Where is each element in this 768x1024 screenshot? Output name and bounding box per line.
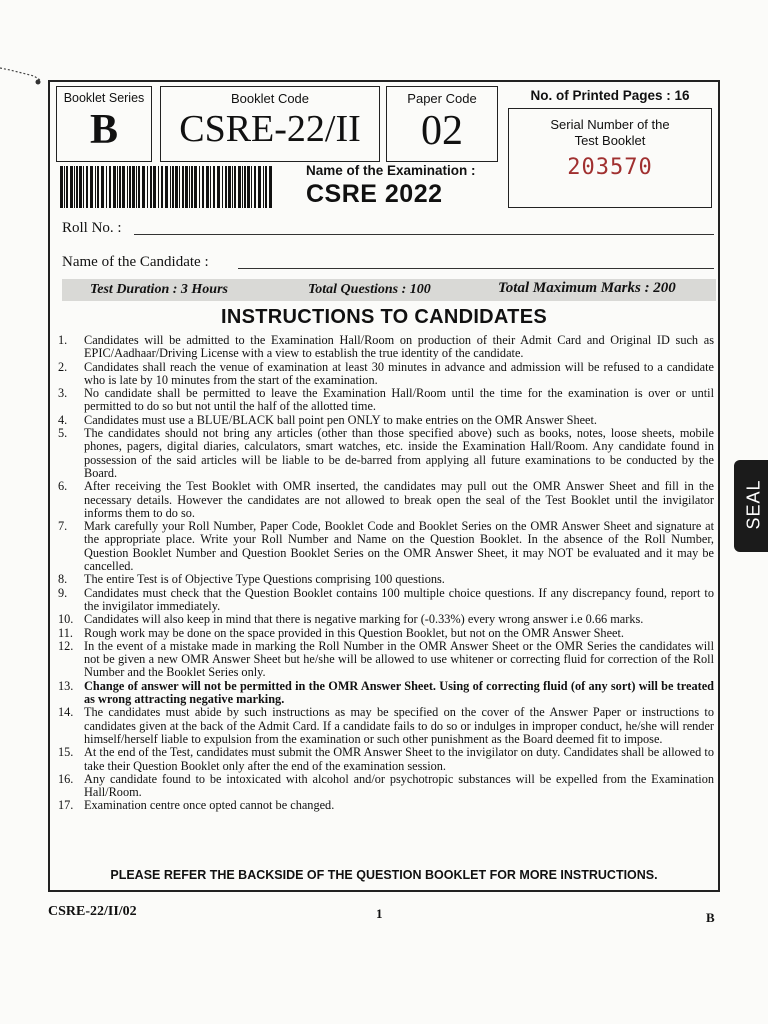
roll-no-field[interactable]	[134, 234, 714, 235]
booklet-code-label: Booklet Code	[230, 91, 310, 106]
serial-number-value: 203570	[567, 155, 653, 180]
booklet-series-label: Booklet Series	[63, 91, 145, 105]
instruction-item: 11. Rough work may be done on the space provided in this Question Booklet, but not on the OMR Answer Sheet.	[58, 625, 624, 640]
candidate-name-label: Name of the Candidate :	[62, 254, 209, 270]
roll-no-label: Roll No. :	[62, 220, 122, 236]
serial-number-box	[508, 108, 712, 208]
paper-code-box	[386, 86, 498, 162]
instruction-item: 8. The entire Test is of Objective Type Questions comprising 100 questions.	[58, 572, 445, 587]
seal-tab	[734, 460, 768, 552]
page-number: 1	[376, 906, 383, 921]
instruction-item: 6. After receiving the Test Booklet with OMR inserted, the candidates may pull out the OMR Answer Sheet and fill in the necessary details. However the candidates are not allowed to break open the seal of the Test Booklet until the invigilator informs them to do so.	[58, 479, 714, 520]
instruction-item: 1. Candidates will be admitted to the Examination Hall/Room on production of their Admit Card and Original ID such as EPIC/Aadhaar/Driving License with a view to establish the true identity of the candidate.	[58, 333, 714, 361]
instruction-item: 9. Candidates must check that the Question Booklet contains 100 multiple choice questions. If any discrepancy found, report to the invigilator immediately.	[58, 585, 714, 613]
staple-mark	[0, 62, 44, 86]
serial-number-label: Serial Number of the Test Booklet	[550, 117, 670, 148]
instruction-item: 13. Change of answer will not be permitted in the OMR Answer Sheet. Using of correcting fluid (of any sort) will be treated as wrong attracting negative marking.	[58, 678, 714, 707]
test-stats-bar	[62, 279, 716, 301]
seal-label: SEAL	[743, 479, 764, 530]
exam-name: CSRE 2022	[306, 180, 443, 208]
booklet-code-box	[160, 86, 380, 162]
instructions-title: INSTRUCTIONS TO CANDIDATES	[221, 306, 547, 328]
booklet-series-box	[56, 86, 152, 162]
instruction-item: 3. No candidate shall be permitted to leave the Examination Hall/Room until the time for the examination is over or until permitted to do so but not until the half of the allotted time.	[58, 386, 714, 414]
paper-code-label: Paper Code	[407, 91, 477, 106]
printed-pages: No. of Printed Pages : 16	[530, 88, 690, 103]
instruction-item: 16. Any candidate found to be intoxicated with alcohol and/or psychotropic substances will be expelled from the Examination Hall/Room.	[58, 771, 714, 800]
barcode	[60, 166, 274, 208]
booklet-series-value: B	[89, 107, 118, 153]
exam-name-label: Name of the Examination :	[306, 163, 476, 178]
instruction-item: 12. In the event of a mistake made in marking the Roll Number in the OMR Answer Sheet or the OMR Series the candidates will not be given a new OMR Answer Sheet but he/she will be allowed to use whitener or correcting fluid for correction of the Roll Number and the Booklet Series only.	[58, 638, 714, 680]
instruction-item: 10. Candidates will also keep in mind that there is negative marking for (-0.33%) every wrong answer i.e 0.66 marks.	[58, 612, 644, 627]
backside-note: PLEASE REFER THE BACKSIDE OF THE QUESTION BOOKLET FOR MORE INSTRUCTIONS.	[110, 868, 658, 882]
instruction-item: 4. Candidates must use a BLUE/BLACK ball point pen ONLY to make entries on the OMR Answer Sheet.	[58, 412, 597, 427]
instruction-item: 15. At the end of the Test, candidates must submit the OMR Answer Sheet to the invigilator on duty. Candidates shall be allowed to take their Question Booklet only after the end of the examination session.	[58, 745, 714, 773]
total-marks: Total Maximum Marks : 200	[498, 280, 676, 296]
total-questions: Total Questions : 100	[308, 282, 431, 297]
test-duration: Test Duration : 3 Hours	[90, 282, 228, 297]
instruction-item: 17. Examination centre once opted cannot be changed.	[58, 798, 335, 813]
page-footer-series: B	[706, 910, 715, 925]
paper-code-value: 02	[421, 108, 463, 154]
instruction-item: 7. Mark carefully your Roll Number, Paper Code, Booklet Code and Booklet Series on the OMR Answer Sheet and signature at the appropriate place. Write your Roll Number and Name on the Question Booklet. In the absence of the Roll Number, Question Booklet Number and Question Booklet Series on the OMR Answer Sheet, it may NOT be evaluated and it may be cancelled.	[58, 519, 714, 574]
candidate-name-field[interactable]	[238, 268, 714, 269]
instruction-item: 14. The candidates must abide by such instructions as may be specified on the cover of the Answer Paper or instructions to candidates given at the back of the Admit Card. If a candidate fails to do so or indulges in improper conduct, he/she will render himself/herself liable to expulsion from the examination or such other punishment as the Board deemed fit to impose.	[58, 705, 714, 746]
instructions-list	[58, 334, 714, 813]
booklet-code-value: CSRE-22/II	[179, 108, 361, 150]
instruction-item: 5. The candidates should not bring any articles (other than those specified above) such as books, notes, loose sheets, mobile phones, pagers, digital diaries, calculators, smart watches, etc. inside the Examination Hall/Room. Any candidate found in possession of the said articles will be liable to be de-barred from applying all future examinations to be conducted by the Board.	[58, 426, 714, 480]
instruction-item: 2. Candidates shall reach the venue of examination at least 30 minutes in advance and admission will be refused to a candidate who is late by 10 minutes from the start of the examination.	[58, 359, 714, 387]
page-footer-code: CSRE-22/II/02	[48, 904, 137, 919]
